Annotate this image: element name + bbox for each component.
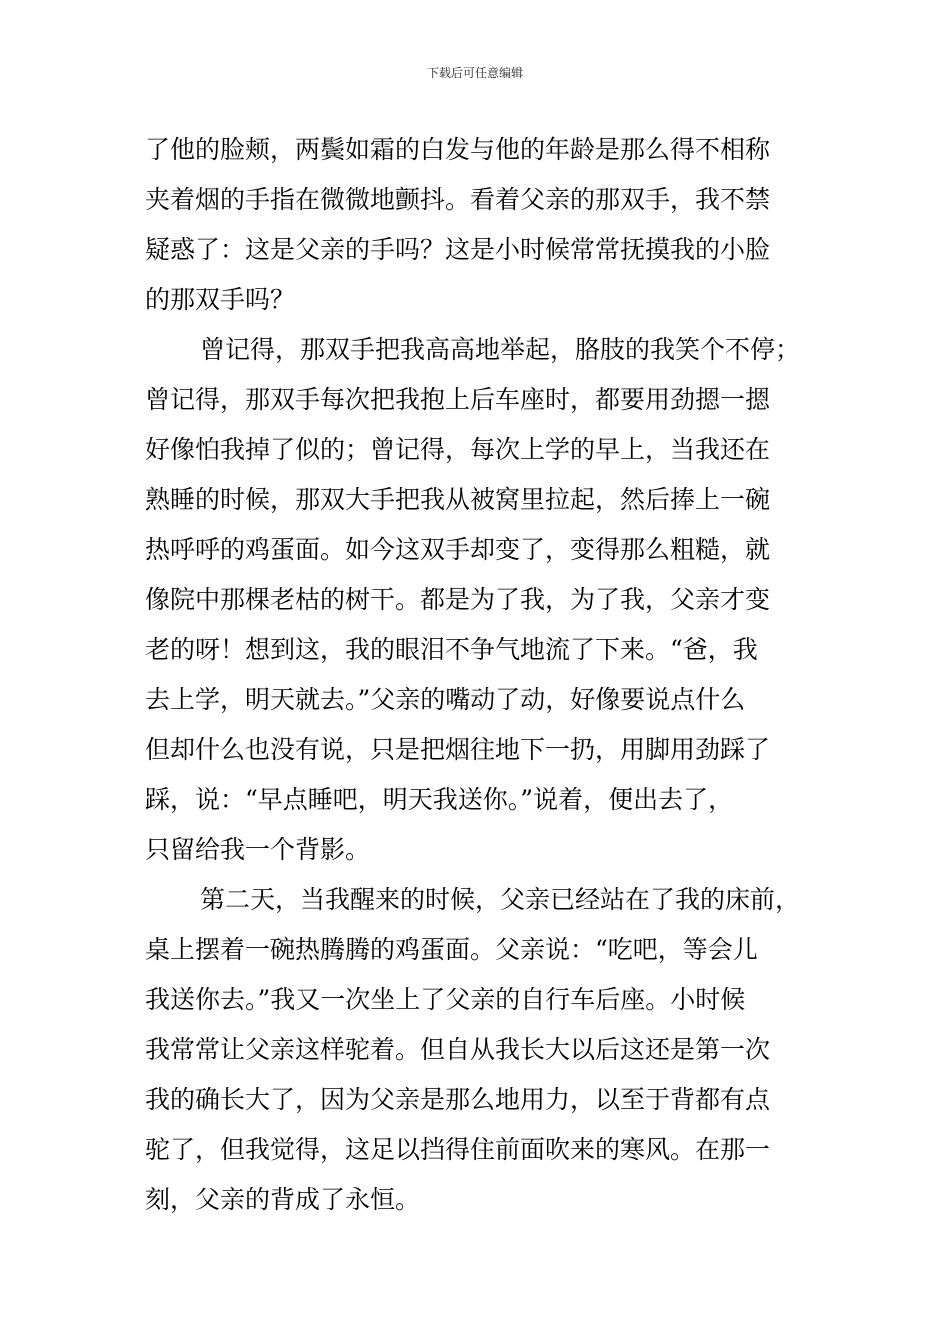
text-line: 疑惑了：这是父亲的手吗？这是小时候常常抚摸我的小脸 xyxy=(145,235,771,264)
text-line: 我常常让父亲这样驼着。但自从我长大以后这还是第一次 xyxy=(145,1035,771,1064)
text-line: 老的呀！想到这，我的眼泪不争气地流了下来。“爸，我 xyxy=(145,635,758,664)
page-header: 下载后可任意编辑 xyxy=(426,66,523,80)
text-line: 我送你去。”我又一次坐上了父亲的自行车后座。小时候 xyxy=(145,985,746,1014)
text-line: 但却什么也没有说，只是把烟往地下一扔，用脚用劲踩了 xyxy=(145,735,771,764)
text-line: 热呼呼的鸡蛋面。如今这双手却变了，变得那么粗糙，就 xyxy=(145,535,771,564)
text-line: 桌上摆着一碗热腾腾的鸡蛋面。父亲说：“吃吧，等会儿 xyxy=(145,935,758,964)
text-line: 夹着烟的手指在微微地颤抖。看着父亲的那双手，我不禁 xyxy=(145,185,771,214)
text-line: 好像怕我掉了似的；曾记得，每次上学的早上，当我还在 xyxy=(145,435,771,464)
text-line: 去上学，明天就去。”父亲的嘴动了动，好像要说点什么 xyxy=(145,685,746,714)
text-line: 像院中那棵老枯的树干。都是为了我，为了我，父亲才变 xyxy=(145,585,771,614)
text-line: 驼了，但我觉得，这足以挡得住前面吹来的寒风。在那一 xyxy=(145,1135,771,1164)
text-line: 我的确长大了，因为父亲是那么地用力，以至于背都有点 xyxy=(145,1085,771,1114)
text-line: 的那双手吗？ xyxy=(145,285,296,314)
text-line: 熟睡的时候，那双大手把我从被窝里拉起，然后捧上一碗 xyxy=(145,485,771,514)
paragraph-first-line: 第二天，当我醒来的时候，父亲已经站在了我的床前， xyxy=(200,885,801,914)
text-line: 只留给我一个背影。 xyxy=(145,835,371,864)
text-line: 曾记得，那双手每次把我抱上后车座时，都要用劲摁一摁 xyxy=(145,385,771,414)
paragraph-first-line: 曾记得，那双手把我高高地举起，胳肢的我笑个不停； xyxy=(200,335,801,364)
text-line: 了他的脸颊，两鬓如霜的白发与他的年龄是那么得不相称 xyxy=(145,135,771,164)
text-line: 刻，父亲的背成了永恒。 xyxy=(145,1185,421,1214)
text-line: 踩，说：“早点睡吧，明天我送你。”说着，便出去了， xyxy=(145,785,734,814)
